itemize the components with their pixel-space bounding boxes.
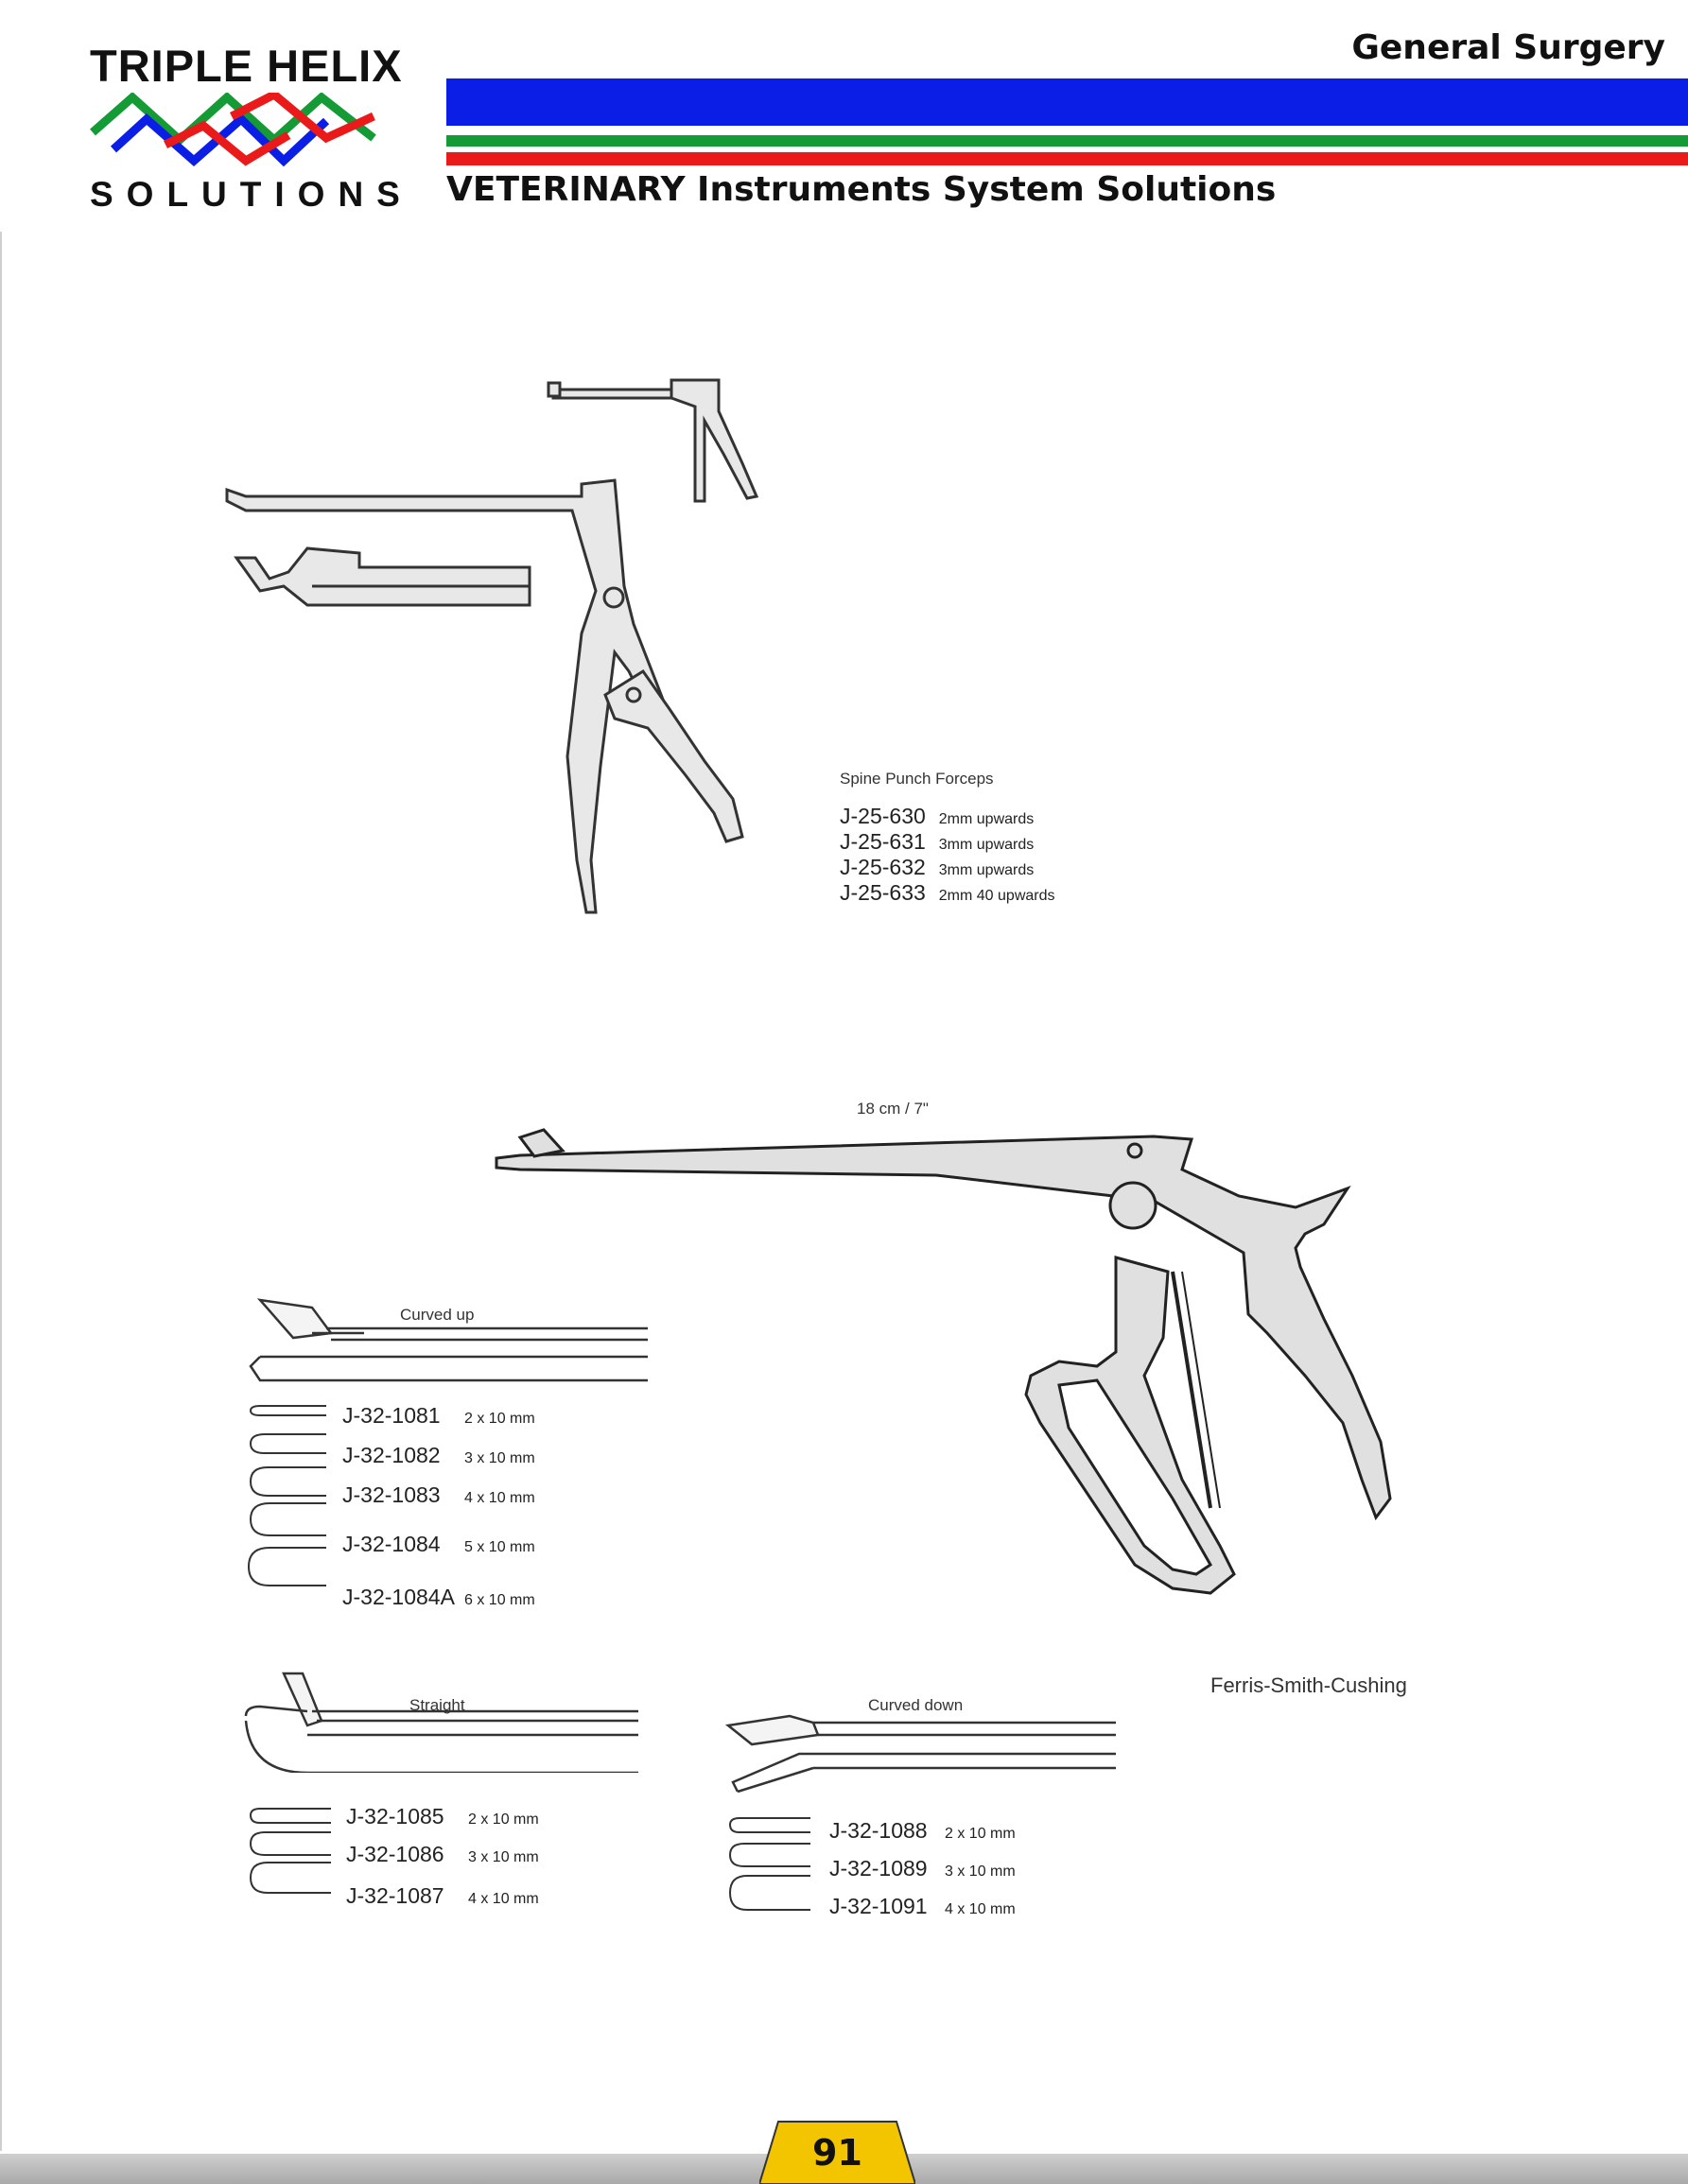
item-code: J-32-1087 — [346, 1883, 444, 1908]
straight-list — [346, 1799, 539, 1916]
curved-down-cup-sizes-icon — [721, 1813, 815, 1917]
item-size: 2 x 10 mm — [945, 1826, 1016, 1842]
item-size: 3 x 10 mm — [468, 1849, 539, 1865]
list-item — [840, 804, 1055, 829]
helix-logo-icon — [90, 93, 383, 168]
item-code: J-25-630 — [840, 804, 926, 828]
spine-punch-list — [840, 804, 1055, 906]
item-code: J-25-631 — [840, 829, 926, 854]
item-size: 3 x 10 mm — [464, 1450, 535, 1466]
list-item — [342, 1397, 535, 1437]
straight-cup-sizes-icon — [241, 1804, 336, 1898]
item-code: J-32-1088 — [829, 1818, 928, 1843]
item-code: J-32-1089 — [829, 1856, 928, 1881]
curved-up-label: Curved up — [400, 1306, 475, 1324]
curved-up-tip-diagram — [241, 1291, 657, 1385]
list-item — [342, 1579, 535, 1619]
logo-subtitle: SOLUTIONS — [90, 175, 413, 214]
item-size: 2mm 40 upwards — [938, 888, 1055, 904]
item-size: 4 x 10 mm — [464, 1490, 535, 1506]
item-size: 3mm upwards — [938, 837, 1035, 853]
item-code: J-32-1081 — [342, 1403, 441, 1428]
item-size: 4 x 10 mm — [945, 1901, 1016, 1917]
list-item — [342, 1526, 535, 1566]
list-item — [840, 829, 1055, 855]
list-item — [346, 1879, 539, 1916]
straight-label: Straight — [409, 1696, 465, 1714]
item-size: 4 x 10 mm — [468, 1891, 539, 1907]
list-item — [346, 1799, 539, 1837]
item-code: J-32-1086 — [346, 1842, 444, 1866]
item-size: 5 x 10 mm — [464, 1539, 535, 1555]
curved-down-list — [829, 1813, 1016, 1927]
list-item — [829, 1813, 1016, 1851]
list-item — [840, 880, 1055, 906]
item-code: J-32-1091 — [829, 1894, 928, 1918]
item-size: 2mm upwards — [938, 811, 1035, 827]
header-bar-green — [446, 135, 1688, 147]
item-size: 2 x 10 mm — [464, 1411, 535, 1427]
spine-punch-forceps-image — [218, 369, 785, 927]
item-code: J-32-1085 — [346, 1804, 444, 1829]
header-bar-red — [446, 152, 1688, 165]
item-code: J-25-633 — [840, 880, 926, 905]
tagline: VETERINARY Instruments System Solutions — [446, 170, 1277, 209]
curved-down-label: Curved down — [868, 1696, 964, 1714]
item-size: 3 x 10 mm — [945, 1863, 1016, 1880]
item-code: J-32-1083 — [342, 1482, 441, 1507]
rongeur-length: 18 cm / 7" — [857, 1100, 929, 1118]
item-size: 2 x 10 mm — [468, 1811, 539, 1828]
list-item — [840, 855, 1055, 880]
logo-title: TRIPLE HELIX — [90, 41, 403, 91]
page-border — [0, 232, 2, 2151]
curved-down-tip-diagram — [723, 1702, 1121, 1796]
list-item — [342, 1437, 535, 1477]
list-item — [829, 1889, 1016, 1927]
rongeur-name: Ferris-Smith-Cushing — [1210, 1673, 1407, 1697]
spine-punch-title: Spine Punch Forceps — [840, 770, 994, 788]
item-code: J-25-632 — [840, 855, 926, 879]
page-number: 91 — [812, 2132, 862, 2174]
item-code: J-32-1084A — [342, 1585, 455, 1609]
curved-up-cup-sizes-icon — [241, 1401, 336, 1600]
list-item — [342, 1477, 535, 1517]
list-item — [829, 1851, 1016, 1889]
item-code: J-32-1082 — [342, 1443, 441, 1467]
list-item — [346, 1837, 539, 1875]
item-size: 3mm upwards — [938, 862, 1035, 878]
curved-up-list — [342, 1397, 535, 1619]
item-code: J-32-1084 — [342, 1532, 441, 1556]
straight-tip-diagram — [241, 1669, 648, 1773]
item-size: 6 x 10 mm — [464, 1592, 535, 1608]
header-bar-blue — [446, 78, 1688, 126]
section-title: General Surgery — [1351, 28, 1665, 67]
